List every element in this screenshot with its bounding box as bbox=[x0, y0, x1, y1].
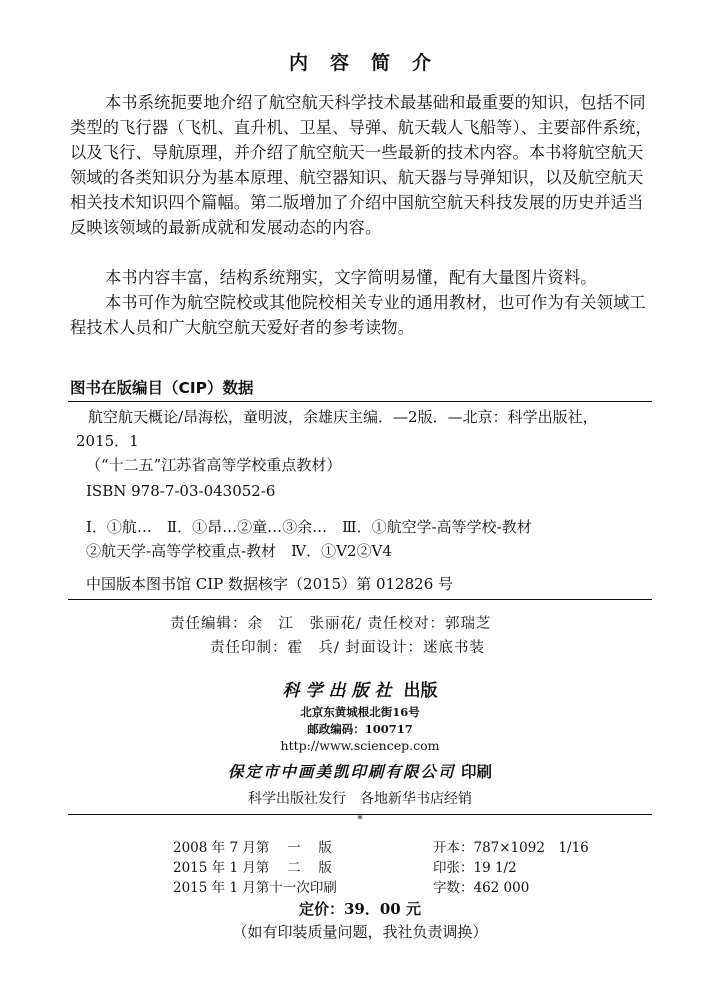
separator-star: * bbox=[357, 813, 363, 826]
spec-line: 开本：787×1092 1/16 bbox=[433, 840, 589, 856]
credits-editors: 责任编辑：余 江 张丽花/ 责任校对：郭瑞芝 bbox=[170, 616, 492, 632]
quality-notice: （如有印装质量问题，我社负责调换） bbox=[232, 923, 488, 941]
edition-line: 2015 年 1 月第十一次印刷 bbox=[173, 880, 337, 896]
printer-line bbox=[0, 760, 720, 782]
price: 定价：39．00 元 bbox=[299, 900, 421, 918]
spec-line: 印张：19 1/2 bbox=[433, 860, 517, 876]
intro-paragraph: 本书系统扼要地介绍了航空航天科学技术最基础和最重要的知识，包括不同类型的飞行器（飞机、直升机、卫星、导弹、航天载人飞船等）、主要部件系统，以及飞行、导航原理，并介绍了航空航天一些最新的技术内容。本书将航空航天领域的各类知识分为基本原理、航空器知识、航天器与导弹知识，以及航空航天相关技术知识四个篇幅。第二版增加了介绍中国航空航天科技发展的历史并适当反映该领域的最新成就和发展动态的内容。 bbox=[70, 93, 652, 237]
intro-paragraph: 本书可作为航空院校或其他院校相关专业的通用教材，也可作为有关领域工程技术人员和广大航空航天爱好者的参考读物。 bbox=[70, 293, 646, 337]
divider bbox=[68, 401, 652, 402]
edition-line: 2015 年 1 月第 二 版 bbox=[173, 860, 332, 876]
printer-name: 保定市中画美凯印刷有限公司 bbox=[228, 762, 456, 781]
credits-production: 责任印制：霍 兵/ 封面设计：迷底书装 bbox=[210, 640, 485, 656]
distribution-line: 科学出版社发行 各地新华书店经销 bbox=[248, 791, 472, 807]
cip-number: 中国版本图书馆 CIP 数据核字（2015）第 012826 号 bbox=[86, 575, 454, 593]
divider bbox=[68, 814, 652, 815]
cip-citation: 航空航天概论/昂海松，童明波，余雄庆主编．—2版．—北京：科学出版社，2015．1 bbox=[76, 408, 598, 450]
publisher-address: 北京东黄城根北街16号 bbox=[300, 705, 420, 719]
edition-line: 2008 年 7 月第 一 版 bbox=[173, 840, 332, 856]
publisher-url: http://www.sciencep.com bbox=[280, 738, 440, 753]
intro-paragraph: 本书内容丰富，结构系统翔实，文字简明易懂，配有大量图片资料。 bbox=[105, 268, 597, 287]
publisher-line bbox=[0, 676, 720, 701]
publisher-postcode: 邮政编码：100717 bbox=[307, 722, 413, 736]
publisher-suffix: 出版 bbox=[397, 681, 438, 701]
cip-subjects: Ⅰ．①航… Ⅱ．①昂…②童…③余… Ⅲ．①航空学-高等学校-教材 bbox=[86, 518, 532, 536]
cip-subjects: ②航天学-高等学校重点-教材 Ⅳ．①Ⅴ2②Ⅴ4 bbox=[86, 542, 392, 560]
divider bbox=[68, 599, 652, 600]
spec-line: 字数：462 000 bbox=[433, 880, 530, 896]
publisher-name: 科学出版社 bbox=[282, 681, 398, 701]
page-title: 内容简介 bbox=[288, 52, 453, 74]
cip-heading: 图书在版编目（CIP）数据 bbox=[70, 379, 254, 397]
cip-isbn: ISBN 978-7-03-043052-6 bbox=[86, 482, 276, 500]
cip-series: （“十二五”江苏省高等学校重点教材） bbox=[86, 456, 342, 474]
printer-suffix: 印刷 bbox=[455, 762, 492, 781]
